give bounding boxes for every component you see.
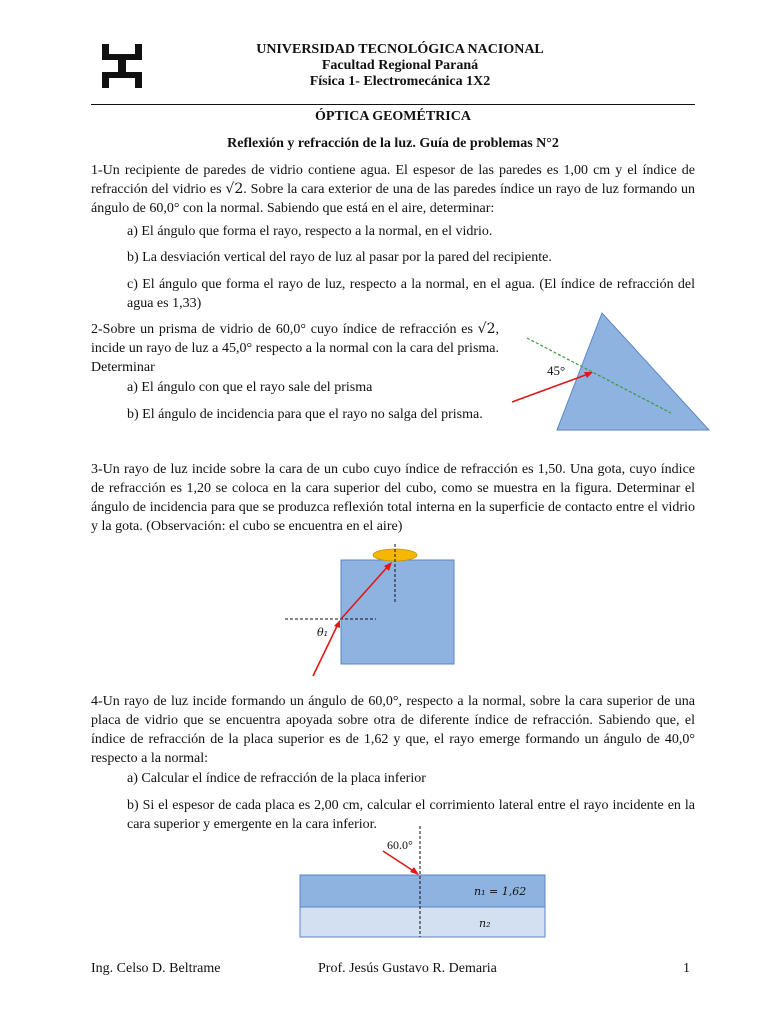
- glass-cube: [341, 560, 454, 664]
- doc-title: ÓPTICA GEOMÉTRICA: [315, 109, 471, 124]
- university-name: UNIVERSIDAD TECNOLÓGICA NACIONAL: [256, 42, 544, 57]
- faculty-name: Facultad Regional Paraná: [321, 58, 479, 73]
- footer-left: Ing. Celso D. Beltrame: [91, 961, 221, 976]
- problem-1-item-b: b) La desviación vertical del rayo de luz al pasar por la pared del recipiente.: [127, 250, 552, 265]
- problem-2-statement: 2-Sobre un prisma de vidrio de 60,0° cuyo índice de refracción es √2, incide un rayo de luz a 45,0° respecto a la normal con la cara del prisma. Determinar: [91, 321, 499, 375]
- problem-2-item-b: b) El ángulo de incidencia para que el rayo no salga del prisma.: [127, 407, 483, 422]
- footer-center: Prof. Jesús Gustavo R. Demaria: [318, 961, 497, 976]
- problem-1-item-c: c) El ángulo que forma el rayo de luz, respecto a la normal, en el agua. (El índice de refracción del agua es 1,33): [127, 277, 695, 311]
- sqrt-2-math: √2: [477, 321, 496, 337]
- angle-label-60: 60.0°: [387, 838, 413, 852]
- lower-glass-plate: [300, 907, 545, 937]
- problem-4-statement: 4-Un rayo de luz incide formando un ángulo de 60,0°, respecto a la normal, sobre la cara superior de una placa de vidrio que se encuentra apoyada sobre otra de diferente índice de refracción. Sabiendo que, el índice de refracción de la placa superior es de 1,62 y que, el rayo emerge formando un ángulo de 40,0° respecto a la normal:: [91, 694, 695, 766]
- ray-arrowhead: [410, 867, 419, 875]
- problem-2-item-a: a) El ángulo con que el rayo sale del prisma: [127, 380, 373, 395]
- page-number: 1: [683, 961, 690, 976]
- theta-1-label: θ₁: [317, 626, 329, 639]
- problem-1-item-a: a) El ángulo que forma el rayo, respecto a la normal, en el vidrio.: [127, 224, 493, 239]
- header-divider: [91, 104, 695, 105]
- n1-label: n₁ = 1,62: [474, 885, 527, 898]
- glass-prism: [557, 313, 709, 430]
- problem-1-statement: 1-Un recipiente de paredes de vidrio contiene agua. El espesor de las paredes es 1,00 cm y el índice de refracción del vidrio es √2. Sobre la cara exterior de una de las paredes índice un rayo de luz formando un ángulo de 60,0° con la normal. Sabiendo que está en el aire, determinar:: [91, 163, 695, 216]
- problem-3-statement: 3-Un rayo de luz incide sobre la cara de un cubo cuyo índice de refracción es 1,50. Una gota, cuyo índice de refracción es 1,20 se coloca en la cara superior del cubo, como se muestra en la figura. Determinar el ángulo de incidencia para que se produzca reflexión total interna en la superficie de contacto entre el vidrio y la gota. (Observación: el cubo se encuentra en el aire): [91, 462, 695, 534]
- n2-label: n₂: [479, 917, 491, 930]
- plates-figure: [296, 826, 550, 940]
- course-name: Física 1- Electromecánica 1X2: [309, 74, 491, 89]
- incident-ray: [383, 851, 415, 872]
- problem-4-item-a: a) Calcular el índice de refracción de la placa inferior: [127, 771, 426, 786]
- prism-figure: [505, 308, 715, 433]
- ray-arrowhead-1: [334, 620, 340, 628]
- cube-figure: [280, 542, 460, 682]
- angle-label-45: 45°: [547, 363, 566, 378]
- university-logo: [98, 42, 146, 90]
- sqrt-2-math: √2: [225, 181, 244, 197]
- doc-subtitle: Reflexión y refracción de la luz. Guía de problemas N°2: [227, 136, 559, 151]
- problem-4-item-b: b) Si el espesor de cada placa es 2,00 cm, calcular el corrimiento lateral entre el rayo incidente en la cara superior y emergente en la cara inferior.: [127, 798, 695, 832]
